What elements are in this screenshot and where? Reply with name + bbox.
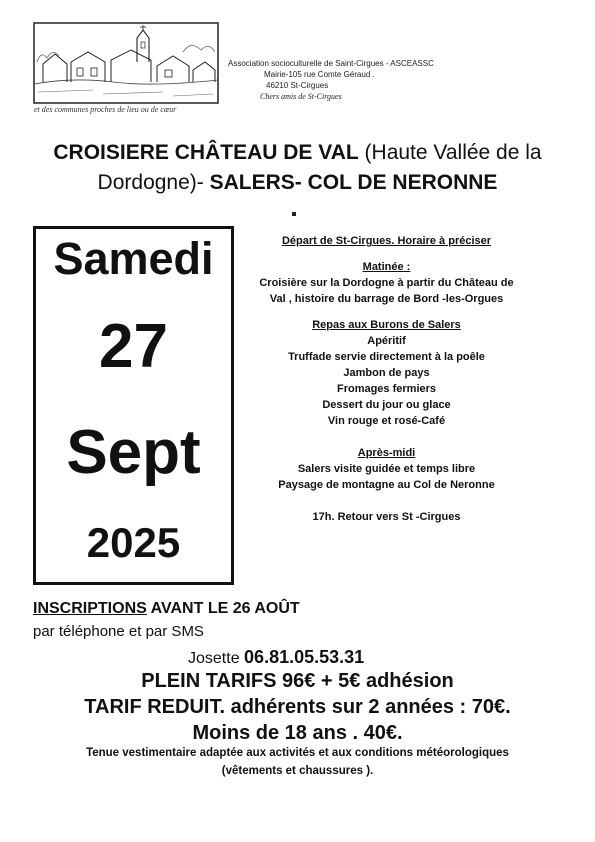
contact-line (188, 647, 364, 668)
title-part3: SALERS- COL DE NERONNE (203, 171, 498, 194)
date-year: 2025 (86, 519, 181, 566)
registration-deadline: AVANT LE 26 AOÛT (146, 600, 300, 617)
afternoon-line: Paysage de montagne au Col de Neronne (278, 479, 495, 491)
lunch-item: Apéritif (367, 335, 406, 347)
bullet-dot (292, 212, 296, 216)
departure-info: Départ de St-Cirgues. Horaire à préciser (281, 235, 492, 247)
logo-caption: et des communes proches de lieu ou de cœur (34, 105, 177, 114)
association-city: 46210 St-Cirgues (266, 81, 329, 90)
village-sketch-logo (33, 22, 219, 104)
association-name: Association socioculturelle de Saint-Cirgues - ASCEASSC (228, 59, 434, 68)
village-sketch-icon (33, 22, 219, 104)
date-number: 27 (99, 312, 168, 381)
price-under18: Moins de 18 ans . 40€. (192, 722, 403, 744)
afternoon-line: Salers visite guidée et temps libre (297, 463, 476, 475)
title-part1: CROISIERE CHÂTEAU DE VAL (53, 141, 359, 164)
morning-line: Val , histoire du barrage de Bord -les-Orgues (269, 293, 504, 305)
lunch-item: Jambon de pays (343, 367, 430, 379)
price-full: PLEIN TARIFS 96€ + 5€ adhésion (141, 670, 454, 692)
association-greeting: Chers amis de St-Cirgues (260, 92, 342, 101)
registration-channel: par téléphone et par SMS (33, 623, 204, 640)
association-street: Mairie-105 rue Comte Géraud . (264, 70, 375, 79)
date-box (33, 226, 234, 585)
lunch-item: Truffade servie directement à la poêle (288, 351, 485, 363)
lunch-item: Fromages fermiers (336, 383, 437, 395)
morning-heading: Matinée : (362, 261, 411, 273)
lunch-item: Vin rouge et rosé-Café (327, 415, 446, 427)
morning-line: Croisière sur la Dordogne à partir du Château de (259, 277, 514, 289)
dress-code-line2: (vêtements et chaussures ). (221, 765, 374, 777)
afternoon-heading: Après-midi (357, 447, 416, 459)
lunch-heading: Repas aux Burons de Salers (312, 319, 461, 331)
program-section (244, 233, 529, 525)
contact-name: Josette (188, 650, 240, 667)
dress-code-line1: Tenue vestimentaire adaptée aux activités et aux conditions météorologiques (86, 747, 509, 759)
price-reduced: TARIF REDUIT. adhérents sur 2 années : 70€. (84, 696, 511, 718)
date-month: Sept (66, 418, 201, 487)
association-address (228, 58, 468, 102)
page-title (20, 138, 575, 198)
registration-heading (33, 600, 300, 618)
lunch-item: Dessert du jour ou glace (322, 399, 451, 411)
registration-keyword: INSCRIPTIONS (33, 600, 147, 617)
contact-phone: 06.81.05.53.31 (244, 647, 365, 667)
date-day: Samedi (53, 233, 214, 284)
return-info: 17h. Retour vers St -Cirgues (312, 511, 461, 523)
title-part2: (Haute Vallée de la Dordogne)- (97, 141, 542, 194)
